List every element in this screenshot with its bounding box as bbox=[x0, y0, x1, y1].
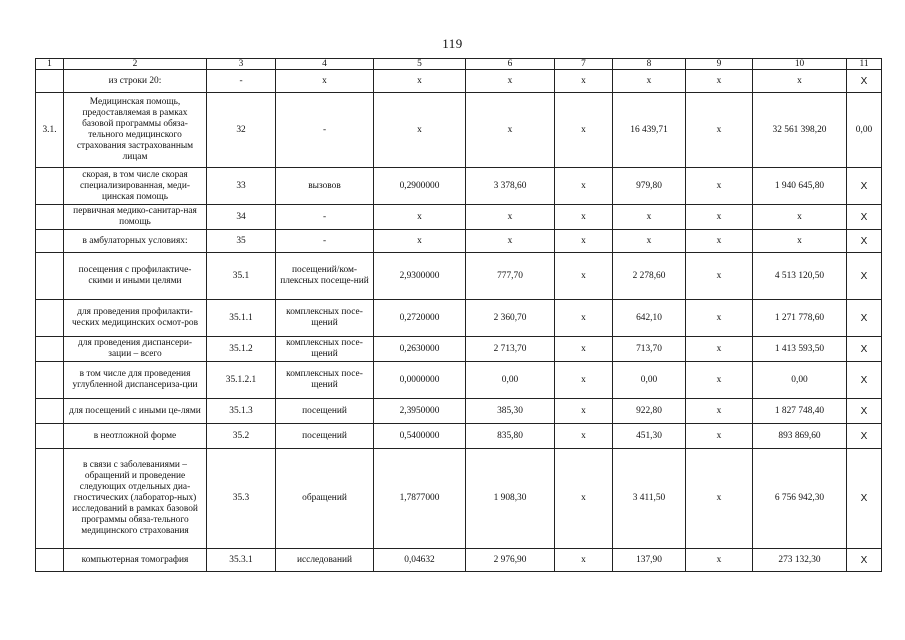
row-value-cell: х bbox=[555, 230, 613, 253]
row-value-cell: 777,70 bbox=[466, 253, 555, 300]
row-value-cell: 451,30 bbox=[613, 424, 686, 449]
row-value-cell: х bbox=[753, 70, 847, 93]
row-section-cell bbox=[36, 168, 64, 205]
row-value-cell: 385,30 bbox=[466, 399, 555, 424]
column-header: 6 bbox=[466, 59, 555, 70]
row-value-cell: 1,7877000 bbox=[374, 449, 466, 549]
column-header: 5 bbox=[374, 59, 466, 70]
row-value-cell: х bbox=[613, 230, 686, 253]
row-value-cell: X bbox=[847, 449, 882, 549]
row-value-cell: х bbox=[686, 399, 753, 424]
row-label-cell: компьютерная томография bbox=[64, 549, 207, 572]
row-line-cell: 35 bbox=[207, 230, 276, 253]
row-value-cell: X bbox=[847, 253, 882, 300]
row-value-cell: 0,2630000 bbox=[374, 337, 466, 362]
row-label-cell: скорая, в том числе скорая специализированная, меди-цинская помощь bbox=[64, 168, 207, 205]
column-header: 9 bbox=[686, 59, 753, 70]
row-value-cell: х bbox=[686, 168, 753, 205]
table-row bbox=[36, 205, 882, 230]
row-unit-cell: исследований bbox=[276, 549, 374, 572]
row-value-cell: 0,0000000 bbox=[374, 362, 466, 399]
column-header: 11 bbox=[847, 59, 882, 70]
row-value-cell: 0,00 bbox=[466, 362, 555, 399]
row-value-cell: х bbox=[686, 230, 753, 253]
row-section-cell bbox=[36, 449, 64, 549]
row-value-cell: х bbox=[555, 399, 613, 424]
row-label-cell: посещения с профилактиче-скими и иными целями bbox=[64, 253, 207, 300]
row-value-cell: 922,80 bbox=[613, 399, 686, 424]
row-value-cell: х bbox=[555, 300, 613, 337]
row-value-cell: х bbox=[374, 205, 466, 230]
row-value-cell: 137,90 bbox=[613, 549, 686, 572]
row-section-cell: 3.1. bbox=[36, 93, 64, 168]
row-value-cell: 2 713,70 bbox=[466, 337, 555, 362]
row-value-cell: X bbox=[847, 205, 882, 230]
row-unit-cell: вызовов bbox=[276, 168, 374, 205]
row-line-cell: 35.3 bbox=[207, 449, 276, 549]
row-line-cell: 35.1 bbox=[207, 253, 276, 300]
row-unit-cell: - bbox=[276, 93, 374, 168]
row-unit-cell: посещений bbox=[276, 424, 374, 449]
row-value-cell: 1 827 748,40 bbox=[753, 399, 847, 424]
row-value-cell: 713,70 bbox=[613, 337, 686, 362]
row-value-cell: 1 413 593,50 bbox=[753, 337, 847, 362]
row-value-cell: 0,00 bbox=[753, 362, 847, 399]
row-value-cell: 0,2900000 bbox=[374, 168, 466, 205]
row-value-cell: х bbox=[374, 70, 466, 93]
table-row bbox=[36, 253, 882, 300]
row-value-cell: х bbox=[466, 70, 555, 93]
row-value-cell: 6 756 942,30 bbox=[753, 449, 847, 549]
row-value-cell: х bbox=[686, 549, 753, 572]
table-row bbox=[36, 362, 882, 399]
row-label-cell: для проведения диспансери-зации – всего bbox=[64, 337, 207, 362]
row-value-cell: 1 271 778,60 bbox=[753, 300, 847, 337]
row-line-cell: - bbox=[207, 70, 276, 93]
row-value-cell: 32 561 398,20 bbox=[753, 93, 847, 168]
row-value-cell: X bbox=[847, 549, 882, 572]
row-value-cell: 273 132,30 bbox=[753, 549, 847, 572]
row-value-cell: х bbox=[686, 424, 753, 449]
row-line-cell: 35.1.3 bbox=[207, 399, 276, 424]
row-value-cell: х bbox=[466, 93, 555, 168]
row-line-cell: 32 bbox=[207, 93, 276, 168]
row-line-cell: 35.1.2.1 bbox=[207, 362, 276, 399]
row-section-cell bbox=[36, 253, 64, 300]
row-value-cell: X bbox=[847, 424, 882, 449]
row-value-cell: X bbox=[847, 300, 882, 337]
row-value-cell: х bbox=[555, 168, 613, 205]
row-value-cell: 0,00 bbox=[847, 93, 882, 168]
row-section-cell bbox=[36, 205, 64, 230]
row-value-cell: х bbox=[686, 93, 753, 168]
row-value-cell: X bbox=[847, 362, 882, 399]
row-value-cell: х bbox=[555, 362, 613, 399]
row-value-cell: х bbox=[686, 70, 753, 93]
row-value-cell: X bbox=[847, 230, 882, 253]
row-value-cell: х bbox=[374, 230, 466, 253]
row-value-cell: х bbox=[555, 253, 613, 300]
row-value-cell: 4 513 120,50 bbox=[753, 253, 847, 300]
row-line-cell: 34 bbox=[207, 205, 276, 230]
row-section-cell bbox=[36, 424, 64, 449]
row-value-cell: 3 411,50 bbox=[613, 449, 686, 549]
row-value-cell: х bbox=[466, 230, 555, 253]
table-row bbox=[36, 93, 882, 168]
row-value-cell: 1 940 645,80 bbox=[753, 168, 847, 205]
row-label-cell: первичная медико-санитар-ная помощь bbox=[64, 205, 207, 230]
column-header: 4 bbox=[276, 59, 374, 70]
row-value-cell: х bbox=[613, 70, 686, 93]
row-value-cell: 2 976,90 bbox=[466, 549, 555, 572]
row-section-cell bbox=[36, 399, 64, 424]
row-value-cell: 893 869,60 bbox=[753, 424, 847, 449]
row-label-cell: для проведения профилакти-ческих медицинских осмот-ров bbox=[64, 300, 207, 337]
column-header: 3 bbox=[207, 59, 276, 70]
row-unit-cell: - bbox=[276, 205, 374, 230]
row-unit-cell: х bbox=[276, 70, 374, 93]
row-value-cell: х bbox=[753, 230, 847, 253]
table-body bbox=[36, 70, 882, 572]
table-row bbox=[36, 168, 882, 205]
row-value-cell: 0,5400000 bbox=[374, 424, 466, 449]
row-unit-cell: обращений bbox=[276, 449, 374, 549]
row-value-cell: х bbox=[686, 449, 753, 549]
table-row bbox=[36, 70, 882, 93]
row-value-cell: х bbox=[555, 93, 613, 168]
row-value-cell: х bbox=[555, 337, 613, 362]
row-label-cell: Медицинская помощь, предоставляемая в рамках базовой программы обяза-тельного медицинского страхования застрахованным лицам bbox=[64, 93, 207, 168]
row-unit-cell: комплексных посе-щений bbox=[276, 362, 374, 399]
row-label-cell: в неотложной форме bbox=[64, 424, 207, 449]
table-row bbox=[36, 549, 882, 572]
column-header: 2 bbox=[64, 59, 207, 70]
row-value-cell: 835,80 bbox=[466, 424, 555, 449]
row-value-cell: х bbox=[374, 93, 466, 168]
row-value-cell: 0,2720000 bbox=[374, 300, 466, 337]
table-row bbox=[36, 399, 882, 424]
row-section-cell bbox=[36, 362, 64, 399]
row-line-cell: 35.2 bbox=[207, 424, 276, 449]
row-value-cell: 979,80 bbox=[613, 168, 686, 205]
row-value-cell: х bbox=[555, 449, 613, 549]
row-value-cell: х bbox=[686, 253, 753, 300]
column-header: 8 bbox=[613, 59, 686, 70]
row-line-cell: 35.1.2 bbox=[207, 337, 276, 362]
row-line-cell: 35.1.1 bbox=[207, 300, 276, 337]
row-value-cell: х bbox=[555, 424, 613, 449]
row-section-cell bbox=[36, 70, 64, 93]
column-header: 7 bbox=[555, 59, 613, 70]
row-label-cell: в связи с заболеваниями – обращений и проведение следующих отдельных диа-гностических (лаборатор-ных) исследований в рамках базовой программы обяза-тельного медицинского страхования bbox=[64, 449, 207, 549]
row-value-cell: х bbox=[686, 362, 753, 399]
row-value-cell: 0,00 bbox=[613, 362, 686, 399]
row-label-cell: в амбулаторных условиях: bbox=[64, 230, 207, 253]
row-unit-cell: комплексных посе-щений bbox=[276, 337, 374, 362]
row-section-cell bbox=[36, 230, 64, 253]
row-unit-cell: - bbox=[276, 230, 374, 253]
row-value-cell: 2,3950000 bbox=[374, 399, 466, 424]
row-section-cell bbox=[36, 549, 64, 572]
row-value-cell: X bbox=[847, 168, 882, 205]
row-unit-cell: посещений/ком-плексных посеще-ний bbox=[276, 253, 374, 300]
row-label-cell: в том числе для проведения углубленной диспансериза-ции bbox=[64, 362, 207, 399]
row-value-cell: 0,04632 bbox=[374, 549, 466, 572]
table-row bbox=[36, 424, 882, 449]
column-header: 1 bbox=[36, 59, 64, 70]
row-value-cell: X bbox=[847, 399, 882, 424]
row-value-cell: 1 908,30 bbox=[466, 449, 555, 549]
row-value-cell: 2,9300000 bbox=[374, 253, 466, 300]
table-row bbox=[36, 449, 882, 549]
row-value-cell: х bbox=[555, 70, 613, 93]
row-value-cell: X bbox=[847, 70, 882, 93]
column-header: 10 bbox=[753, 59, 847, 70]
table-header bbox=[36, 59, 882, 70]
row-value-cell: 642,10 bbox=[613, 300, 686, 337]
row-value-cell: X bbox=[847, 337, 882, 362]
table-row bbox=[36, 300, 882, 337]
row-unit-cell: посещений bbox=[276, 399, 374, 424]
row-value-cell: х bbox=[613, 205, 686, 230]
row-line-cell: 33 bbox=[207, 168, 276, 205]
row-value-cell: х bbox=[555, 549, 613, 572]
row-label-cell: для посещений с иными це-лями bbox=[64, 399, 207, 424]
table-row bbox=[36, 337, 882, 362]
page-number: 119 bbox=[442, 36, 463, 51]
row-value-cell: х bbox=[686, 205, 753, 230]
data-table bbox=[35, 58, 882, 572]
row-value-cell: х bbox=[686, 300, 753, 337]
row-unit-cell: комплексных посе-щений bbox=[276, 300, 374, 337]
row-value-cell: х bbox=[753, 205, 847, 230]
column-number-row bbox=[36, 59, 882, 70]
row-value-cell: 3 378,60 bbox=[466, 168, 555, 205]
row-section-cell bbox=[36, 300, 64, 337]
row-line-cell: 35.3.1 bbox=[207, 549, 276, 572]
table-row bbox=[36, 230, 882, 253]
row-section-cell bbox=[36, 337, 64, 362]
row-value-cell: 16 439,71 bbox=[613, 93, 686, 168]
row-value-cell: х bbox=[466, 205, 555, 230]
row-value-cell: х bbox=[555, 205, 613, 230]
row-value-cell: 2 360,70 bbox=[466, 300, 555, 337]
row-value-cell: х bbox=[686, 337, 753, 362]
row-value-cell: 2 278,60 bbox=[613, 253, 686, 300]
row-label-cell: из строки 20: bbox=[64, 70, 207, 93]
